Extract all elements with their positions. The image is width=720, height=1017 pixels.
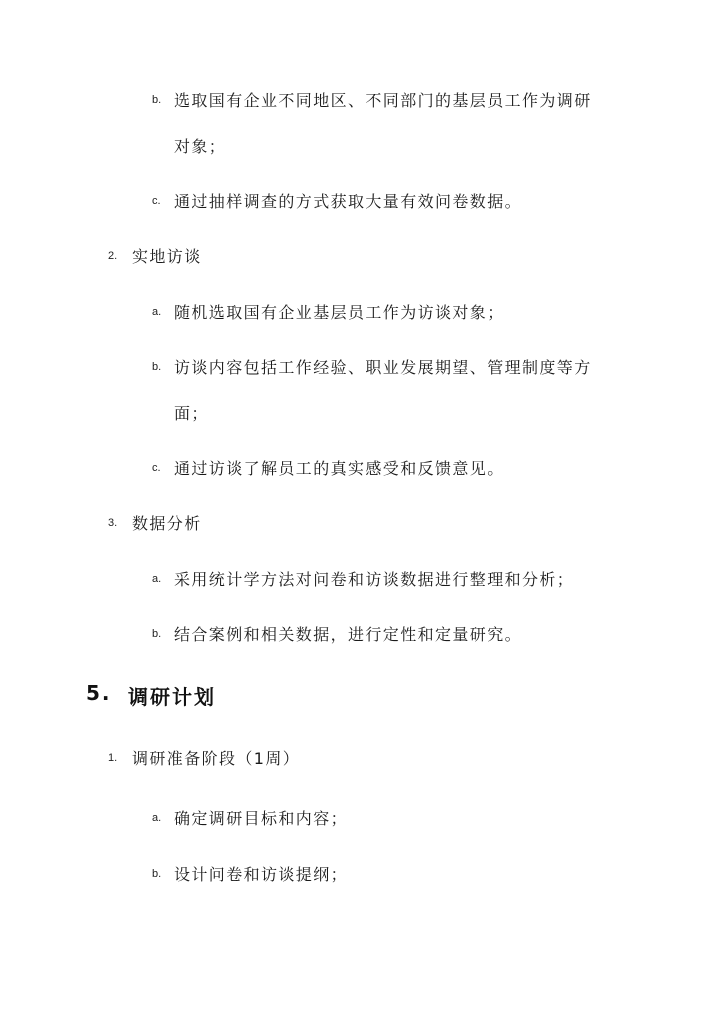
list-marker: b.	[152, 868, 162, 880]
list-item-text: 实地访谈	[132, 247, 202, 266]
list-item-text: 对象；	[174, 137, 227, 156]
list-marker: a.	[152, 573, 162, 585]
section-number: 5.	[86, 681, 112, 705]
list-item-text: 结合案例和相关数据，进行定性和定量研究。	[174, 625, 523, 644]
list-marker: 2.	[108, 250, 118, 262]
list-item-text: 采用统计学方法对问卷和访谈数据进行整理和分析；	[174, 570, 575, 589]
list-item-text: 调研准备阶段（1周）	[132, 749, 301, 768]
list-item-text: 通过抽样调查的方式获取大量有效问卷数据。	[174, 192, 523, 211]
list-marker: a.	[152, 306, 162, 318]
list-marker: c.	[152, 195, 161, 207]
list-marker: 3.	[108, 517, 118, 529]
list-item-text: 通过访谈了解员工的真实感受和反馈意见。	[174, 459, 505, 478]
list-item-text: 选取国有企业不同地区、不同部门的基层员工作为调研	[174, 91, 592, 110]
list-marker: b.	[152, 94, 162, 106]
list-marker: 1.	[108, 752, 118, 764]
list-marker: a.	[152, 812, 162, 824]
list-item-text: 设计问卷和访谈提纲；	[174, 865, 349, 884]
list-item-text: 面；	[174, 404, 209, 423]
list-item-text: 确定调研目标和内容；	[174, 809, 349, 828]
list-marker: b.	[152, 628, 162, 640]
section-title: 调研计划	[128, 685, 216, 709]
list-marker: b.	[152, 361, 162, 373]
list-item-text: 随机选取国有企业基层员工作为访谈对象；	[174, 303, 505, 322]
list-marker: c.	[152, 462, 161, 474]
list-item-text: 访谈内容包括工作经验、职业发展期望、管理制度等方	[174, 358, 592, 377]
list-item-text: 数据分析	[132, 514, 202, 533]
